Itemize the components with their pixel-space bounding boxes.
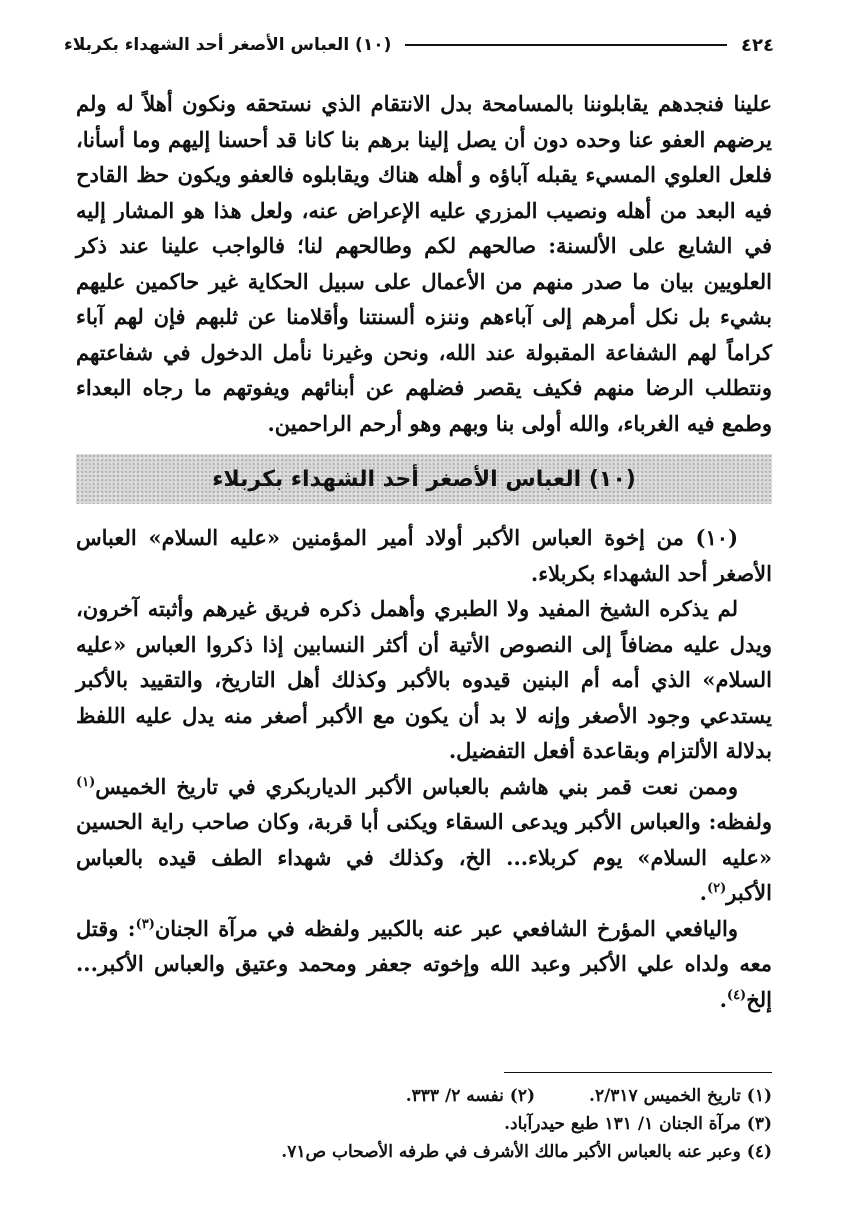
footnote-1: (١) تاريخ الخميس ٢/٣١٧. [589,1086,772,1106]
footnote-row [76,1138,772,1166]
footnote-ref-2: (٢) [706,881,727,896]
paragraph-3-text-b: ولفظه: والعباس الأكبر ويدعى السقاء ويكنى أبا قربة، وكان صاحب راية الحسين «عليه السلام» يوم كربلاء... الخ، وكذلك في شهداء الطف قيده بالعباس الأكبر [76,809,772,905]
footnote-ref-1: (١) [76,774,96,790]
footnote-row [76,1110,772,1138]
intro-paragraph: علينا فنجدهم يقابلوننا بالمسامحة بدل الانتقام الذي نستحقه ونكون أهلاً له ولم يرضهم العفو عنا وحده دون أن يصل إلينا برهم بنا كانا قد أحسنا إليهم وما أسأنا، فلعل العلوي المسيء يقبله آباؤه و أهله هناك ويقابلوه فالعفو ويكون حظ القادح فيه البعد من أهله ونصيب المزري عليه الإعراض عنه، ولعل هذا هو المشار إليه في الشايع على الألسنة: صالحهم لكم وطالحهم لنا؛ فالواجب علينا عند ذكر العلويين بيان ما صدر منهم من الأعمال على سبيل الحكاية غير حاكمين عليهم بشيء بل نكل أمرهم إلى آباءهم وننزه ألسنتنا وأقلامنا عن ثلبهم فإن لهم آباء كراماً لهم الشفاعة المقبولة عند الله، ونحن وغيرنا نأمل الدخول في شفاعتهم ونتطلب الرضا منهم فكيف يقصر فضلهم عن أبنائهم ويفوتهم ما رجاه البعداء وطمع فيه الغرباء، والله أولى بنا وبهم وهو أرحم الراحمين. [76,91,772,436]
intro-text-block [76,86,772,441]
running-header [64,30,774,60]
footnote-3: (٣) مرآة الجنان ١/ ١٣١ طبع حيدرآباد. [504,1114,772,1134]
section-heading-band [76,454,772,504]
paragraph-4-text-a: واليافعي المؤرخ الشافعي عبر عنه بالكبير ولفظه في مرآة الجنان [154,915,738,941]
header-rule [405,44,727,46]
paragraph-3-text-c: . [699,880,707,905]
footnote-ref-3: (٣) [135,916,155,932]
paragraph-4 [76,911,772,1018]
paragraph-4-text-c: . [719,986,727,1012]
page-number: ٤٢٤ [741,34,774,56]
paragraph-3-text-a: وممن نعت قمر بني هاشم بالعباس الأكبر الدياربكري في تاريخ الخميس [95,773,738,799]
footnote-ref-4: (٤) [726,987,747,1003]
running-header-title: (١٠) العباس الأصغر أحد الشهداء بكربلاء [64,35,392,55]
paragraph-3 [76,769,772,911]
footnotes [76,1082,772,1166]
paragraph-4-text-b: : وقتل معه ولداه علي الأكبر وعبد الله وإخوته جعفر ومحمد وعتيق والعباس الأكبر... إلخ [76,915,772,1012]
footnote-separator [504,1072,772,1073]
footnote-2: (٢) نفسه ٢/ ٣٣٣. [405,1086,536,1106]
main-text-block [76,520,772,1017]
section-title: (١٠) العباس الأصغر أحد الشهداء بكربلاء [212,466,636,492]
footnote-4: (٤) وعبر عنه بالعباس الأكبر مالك الأشرف في طرفه الأصحاب ص٧١. [281,1142,772,1162]
paragraph-2: لم يذكره الشيخ المفيد ولا الطبري وأهمل ذكره فريق غيرهم وأثبته آخرون، ويدل عليه مضافاً إلى النصوص الأتية أن أكثر النسابين إذا ذكروا العباس «عليه السلام» الذي أمه أم البنين قيدوه بالأكبر وكذلك أهل التاريخ، والتقييد بالأكبر يستدعي وجود الأصغر وإنه لا بد أن يكون مع الأكبر أصغر منه يدل عليه اللفظ بدلالة الألتزام وبقاعدة أفعل التفضيل. [76,596,772,763]
footnote-row [76,1082,772,1110]
paragraph-1: (١٠) من إخوة العباس الأكبر أولاد أمير المؤمنين «عليه السلام» العباس الأصغر أحد الشهداء بكربلاء. [76,525,772,586]
